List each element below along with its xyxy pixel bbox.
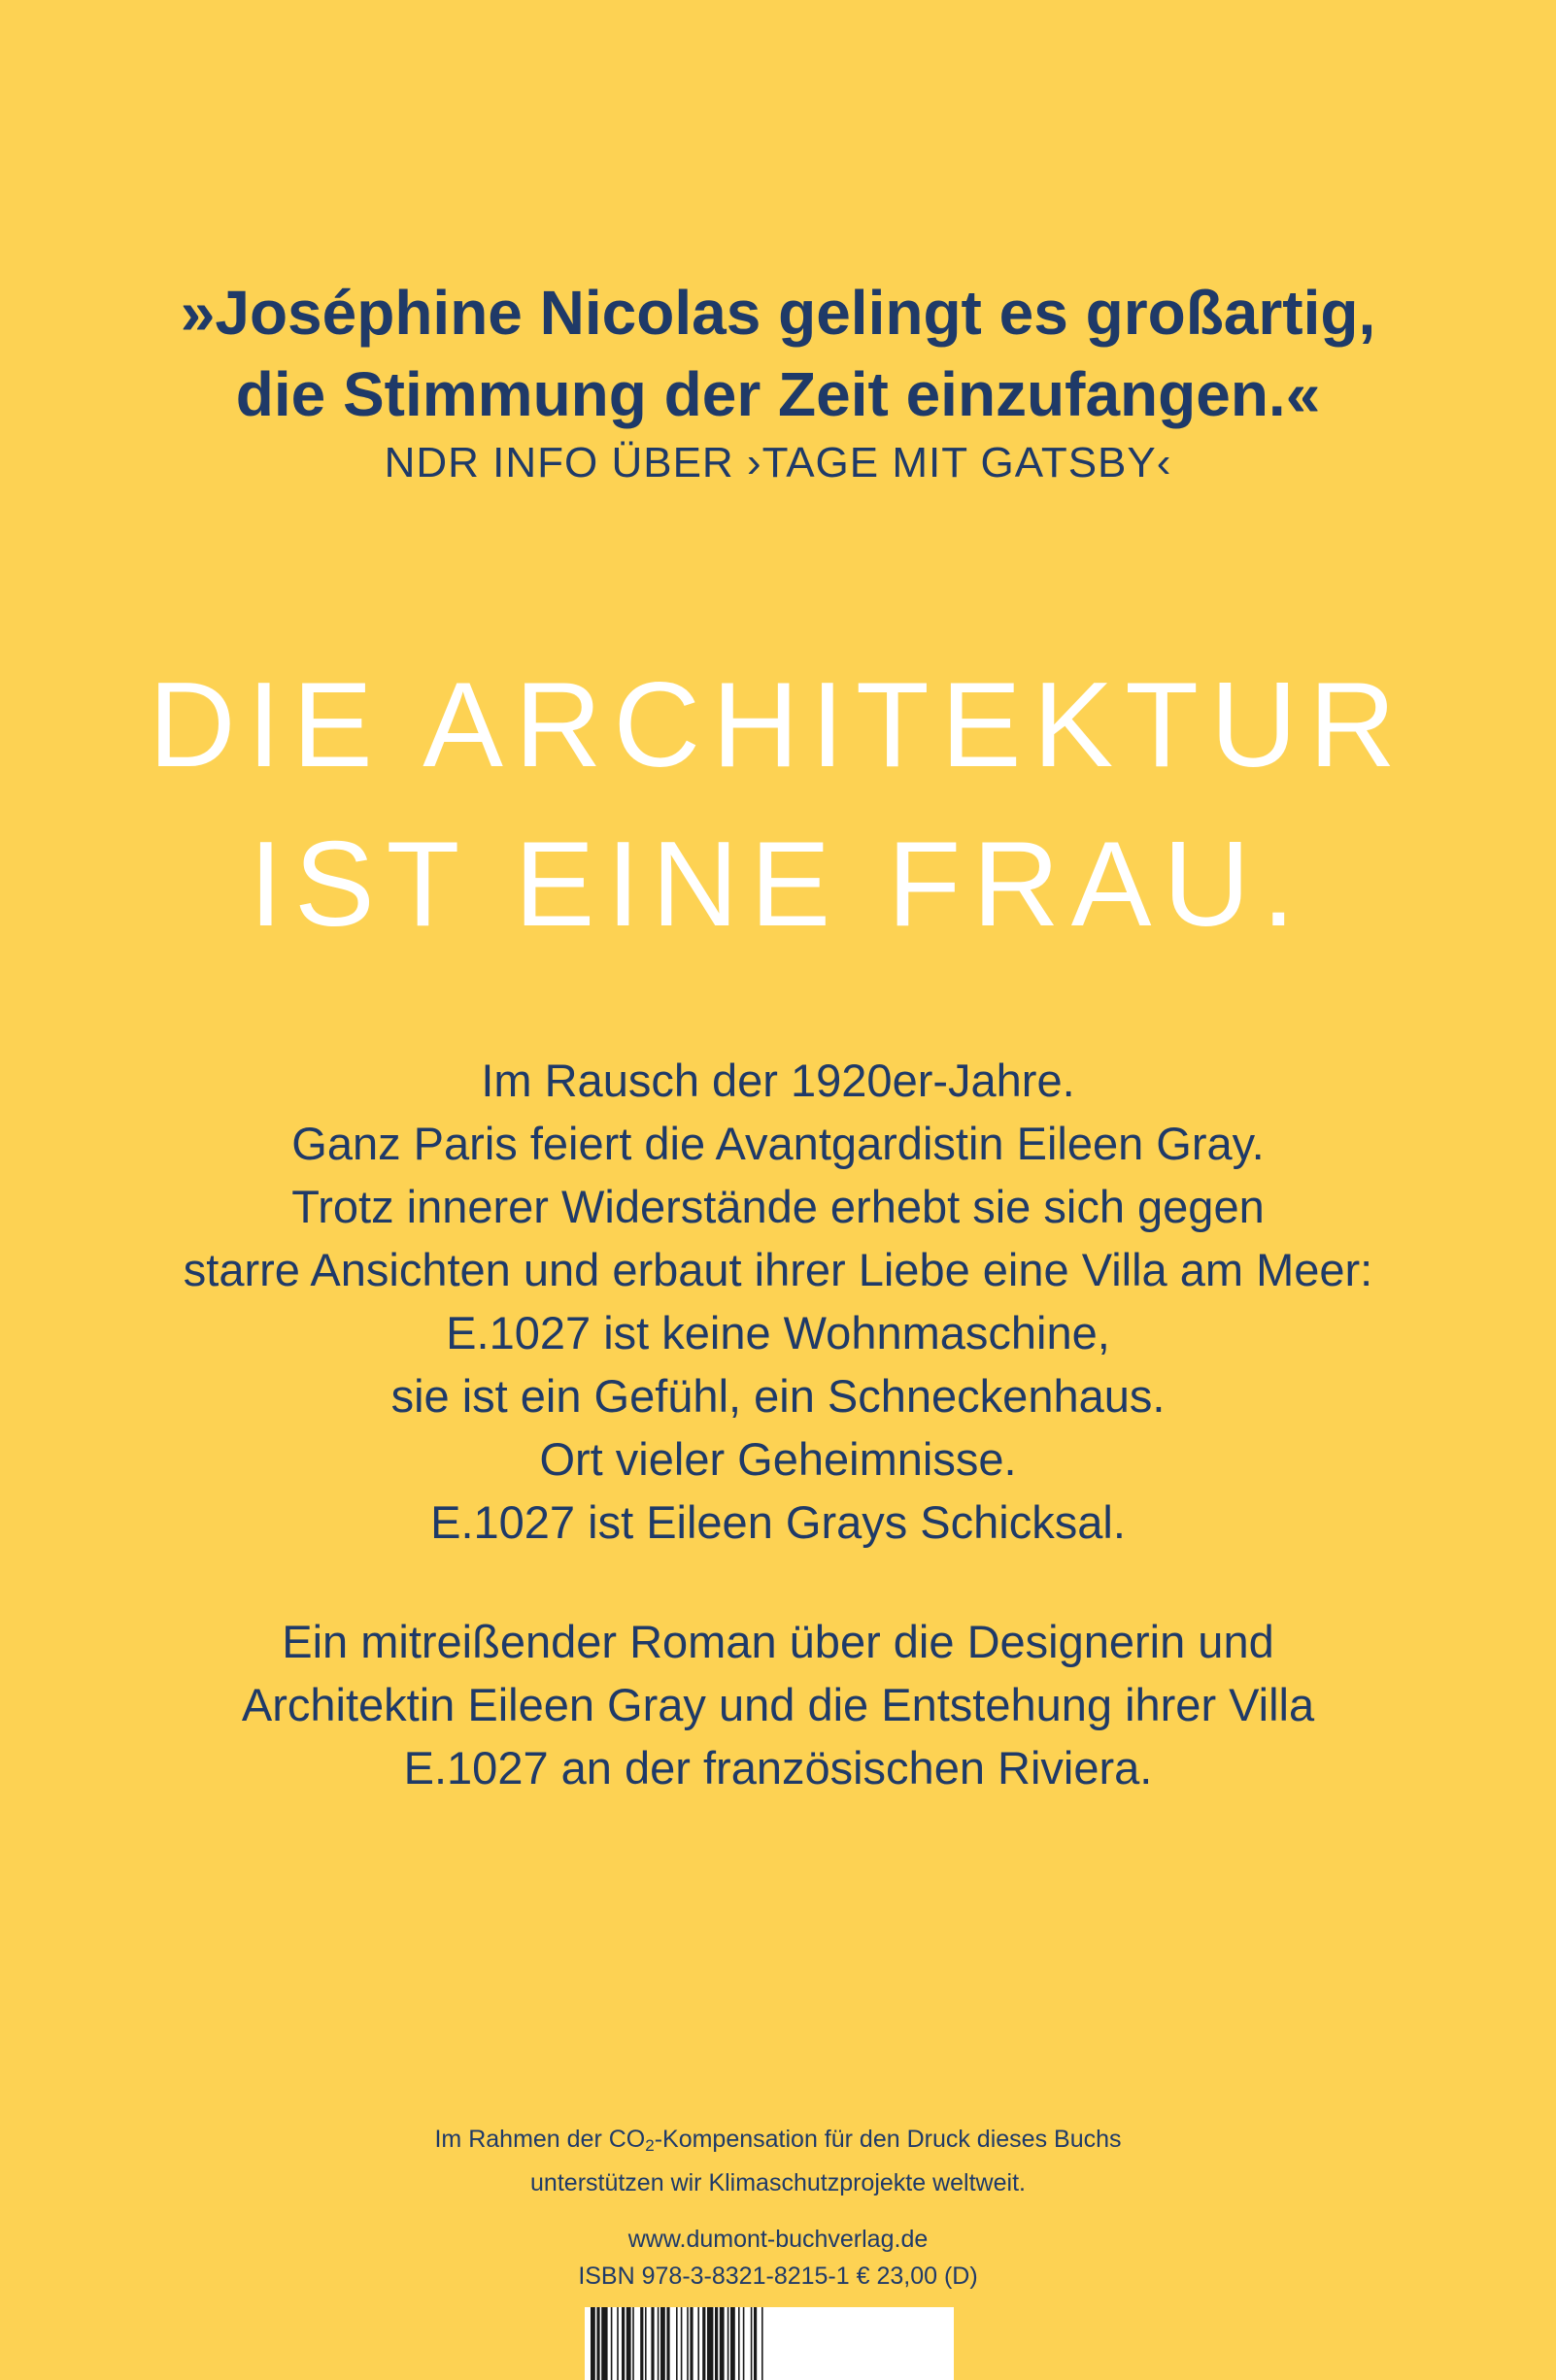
climate-notice: [0, 2121, 1556, 2201]
barcode-bar: [660, 2307, 665, 2380]
barcode-bar: [720, 2307, 725, 2380]
blurb-line: Trotz innerer Widerstände erhebt sie sich gegen: [291, 1181, 1265, 1232]
barcode-bar: [715, 2307, 718, 2380]
barcode-bar: [626, 2307, 631, 2380]
barcode-bar: [651, 2307, 654, 2380]
barcode-bar: [730, 2307, 735, 2380]
barcode-bar: [751, 2307, 753, 2380]
barcode-bar: [596, 2307, 599, 2380]
climate-notice-text-b: -Kompensation für den Druck dieses Buchs: [654, 2126, 1122, 2153]
barcode-bar: [645, 2307, 647, 2380]
barcode-bar: [640, 2307, 643, 2380]
blurb-line: E.1027 ist keine Wohnmaschine,: [446, 1307, 1110, 1358]
publisher-website: www.dumont-buchverlag.de: [627, 2226, 929, 2253]
barcode-bar: [754, 2307, 757, 2380]
barcode-icon: [585, 2307, 954, 2380]
isbn-price: ISBN 978-3-8321-8215-1 € 23,00 (D): [578, 2263, 978, 2290]
barcode-bar: [658, 2307, 660, 2380]
barcode-bar: [676, 2307, 678, 2380]
barcode-bar: [697, 2307, 699, 2380]
barcode-bar: [687, 2307, 689, 2380]
barcode-bar: [611, 2307, 613, 2380]
headline-line-1: DIE ARCHITEKTUR: [148, 658, 1408, 792]
blurb-line: Ort vieler Geheimnisse.: [539, 1433, 1017, 1485]
barcode-bar: [601, 2307, 607, 2380]
quote-line-1: »Joséphine Nicolas gelingt es großartig,: [180, 278, 1376, 348]
climate-notice-subscript: 2: [645, 2136, 655, 2155]
barcode-bar: [707, 2307, 713, 2380]
headline: [0, 646, 1556, 964]
blurb-line: starre Ansichten und erbaut ihrer Liebe eine Villa am Meer:: [183, 1244, 1373, 1295]
barcode-bar: [690, 2307, 693, 2380]
description-line: Architektin Eileen Gray und die Entstehung ihrer Villa: [241, 1679, 1315, 1730]
barcode-bar: [681, 2307, 683, 2380]
blurb-line: Ganz Paris feiert die Avantgardistin Eileen Gray.: [291, 1118, 1265, 1169]
description-line: Ein mitreißender Roman über die Designerin und: [282, 1616, 1274, 1667]
quote-line-2: die Stimmung der Zeit einzufangen.«: [235, 359, 1321, 429]
blurb: [0, 1049, 1556, 1554]
barcode-bar: [761, 2307, 763, 2380]
blurb-line: Im Rausch der 1920er-Jahre.: [481, 1055, 1075, 1106]
barcode-bar: [591, 2307, 595, 2380]
climate-notice-text-a: Im Rahmen der CO: [434, 2126, 646, 2153]
barcode-bar: [632, 2307, 634, 2380]
headline-line-2: IST EINE FRAU.: [249, 818, 1307, 952]
book-description: [0, 1610, 1556, 1799]
blurb-line: E.1027 ist Eileen Grays Schicksal.: [430, 1496, 1126, 1548]
barcode-bar: [727, 2307, 729, 2380]
climate-notice-line-1: [0, 2121, 1556, 2164]
description-line: E.1027 an der französischen Riviera.: [403, 1742, 1153, 1793]
barcode-bar: [617, 2307, 619, 2380]
barcode-bar: [702, 2307, 705, 2380]
climate-notice-line-2: unterstützen wir Klimaschutzprojekte weltweit.: [530, 2169, 1026, 2196]
barcode-bar: [743, 2307, 745, 2380]
review-quote: [0, 272, 1556, 435]
barcode-bars: [585, 2307, 954, 2380]
barcode-bar: [738, 2307, 740, 2380]
barcode-bar: [622, 2307, 625, 2380]
blurb-line: sie ist ein Gefühl, ein Schneckenhaus.: [390, 1370, 1166, 1422]
quote-source: NDR INFO ÜBER ›TAGE MIT GATSBY‹: [384, 439, 1172, 486]
barcode-bar: [666, 2307, 669, 2380]
